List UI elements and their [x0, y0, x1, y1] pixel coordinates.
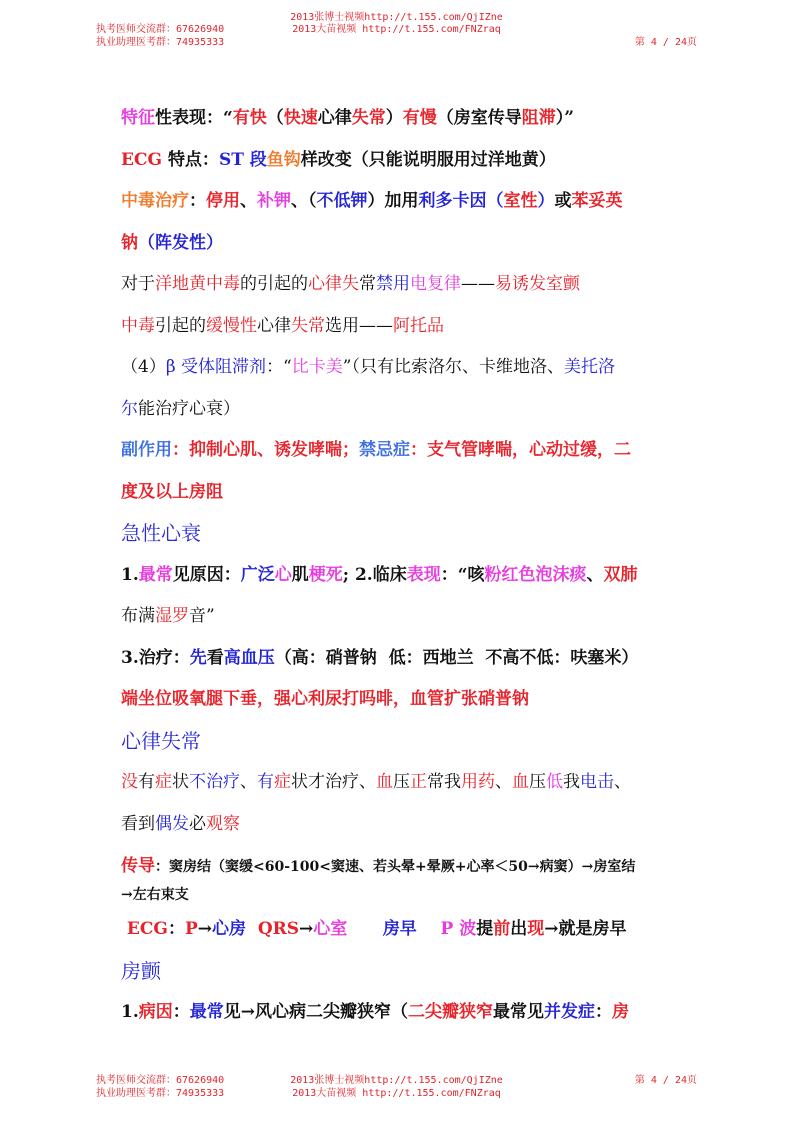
- text-segment: 副作用: [121, 440, 172, 460]
- text-segment: 有: [138, 772, 155, 792]
- text-segment: 最常见: [493, 1002, 544, 1022]
- text-line: [121, 596, 681, 638]
- text-segment: β 受体阻滞剂: [165, 357, 267, 377]
- section-heading-acute-heart-failure: 急性心衰: [121, 521, 201, 545]
- text-segment: 、（: [291, 191, 317, 211]
- text-segment: 尔: [121, 398, 138, 419]
- footer-video-link-1: 2013张博士视频http://t.155.com/QjIZne: [290, 1075, 503, 1086]
- text-segment: 症: [274, 772, 291, 792]
- text-segment: 易诱发室颤: [495, 274, 580, 294]
- text-line: [121, 389, 681, 431]
- text-segment: ST 段: [218, 149, 267, 170]
- text-line: [121, 264, 681, 306]
- text-segment: 看到: [121, 813, 155, 834]
- text-segment: 缓慢性: [206, 315, 257, 336]
- text-segment: 出: [510, 919, 528, 939]
- text-segment: 停用: [206, 191, 240, 211]
- text-segment: 偶发: [155, 813, 189, 834]
- text-segment: [417, 919, 441, 939]
- text-segment: P: [184, 919, 198, 939]
- text-segment: ）加用: [367, 191, 419, 211]
- text-segment: 1.: [121, 564, 139, 585]
- header-group-2: 执业助理医考群：74935333: [96, 37, 225, 48]
- text-segment: ”（只有比索洛尔、卡维地洛、: [342, 357, 564, 377]
- text-segment: 中毒: [121, 315, 155, 336]
- text-segment: 常我: [427, 772, 461, 792]
- text-segment: 3.治疗：: [121, 647, 190, 668]
- text-segment: （高：硝普钠 低：西地兰 不高不低：呋塞米）: [274, 647, 639, 668]
- text-line: [121, 555, 681, 597]
- text-segment: 、: [614, 772, 631, 792]
- text-segment: 正: [410, 772, 427, 792]
- arrhythmia-notes: [121, 762, 681, 845]
- text-segment: 有快: [232, 108, 267, 128]
- page-header: [0, 12, 793, 52]
- text-segment: ：: [595, 1002, 612, 1022]
- text-segment: 状才治疗、: [291, 772, 376, 792]
- text-segment: 、: [240, 772, 257, 792]
- text-segment: 压: [529, 772, 546, 792]
- text-segment: 或: [554, 191, 572, 211]
- text-line: [121, 638, 681, 680]
- text-segment: 心房: [211, 919, 246, 939]
- text-segment: 端坐位吸氧腿下垂，强心利尿打吗啡，血管扩张硝普钠: [121, 689, 529, 709]
- text-segment: 并发症: [544, 1002, 595, 1022]
- text-segment: 状: [172, 772, 189, 792]
- header-video-link-2: 2013大苗视频 http://t.155.com/FNZraq: [292, 24, 501, 35]
- text-segment: ：抑制心肌、诱发哮喘；: [172, 440, 359, 460]
- text-segment: 不低钾: [316, 191, 368, 211]
- text-segment: ECG: [121, 149, 168, 170]
- text-segment: 布满: [121, 606, 155, 626]
- text-segment: （: [266, 108, 284, 128]
- text-segment: （: [486, 191, 504, 211]
- text-segment: 阻滞: [521, 108, 556, 128]
- atrial-fibrillation-notes: [121, 992, 681, 1034]
- footer-group-1: 执考医师交流群：67626940: [96, 1075, 225, 1086]
- text-segment: 低: [546, 772, 563, 792]
- conduction-line-1: [121, 851, 681, 881]
- text-segment: （房室传导: [436, 108, 522, 128]
- text-segment: ：支气管哮喘，心动过缓，二: [410, 440, 631, 460]
- text-segment: 表现: [406, 564, 441, 585]
- text-segment: 、: [240, 191, 257, 211]
- text-line: [121, 804, 681, 846]
- acute-heart-failure-notes: [121, 555, 681, 721]
- conduction-label: 传导: [121, 856, 155, 876]
- text-segment: 必: [189, 813, 206, 834]
- text-segment: 的引起的: [240, 274, 308, 294]
- text-segment: （4）: [121, 357, 166, 377]
- text-segment: 病因: [138, 1002, 173, 1022]
- text-segment: 前: [493, 919, 511, 939]
- text-segment: 看: [206, 647, 224, 668]
- text-line: [121, 472, 681, 514]
- text-segment: 没: [121, 772, 138, 792]
- text-line: [121, 679, 681, 721]
- text-line: [121, 181, 681, 223]
- text-segment: 禁忌症: [359, 440, 410, 460]
- conduction-text: ：窦房结（窦缓<60-100<窦速、若头晕+晕厥+心率＜50→病窦）→房室结: [155, 859, 636, 875]
- text-segment: 美托洛: [563, 357, 615, 377]
- text-segment: ECG: [121, 919, 168, 939]
- text-segment: 禁用: [376, 274, 410, 294]
- text-segment: 快速: [283, 108, 318, 128]
- text-segment: 度及以上房阻: [121, 481, 223, 502]
- text-segment: 见原因：: [172, 564, 241, 585]
- text-segment: 失常: [351, 108, 386, 128]
- text-segment: QRS: [257, 919, 300, 939]
- text-line: [121, 762, 681, 804]
- text-segment: 1.: [121, 1002, 139, 1022]
- text-segment: 血: [512, 772, 529, 792]
- ecg-premature-atrial-line: [121, 909, 681, 951]
- text-segment: 特征: [121, 108, 155, 128]
- text-segment: [246, 919, 258, 939]
- text-segment: 苯妥英: [571, 191, 623, 211]
- text-segment: 广泛: [240, 564, 275, 585]
- conduction-line-2: →左右束支: [121, 887, 189, 903]
- text-segment: 有: [257, 772, 274, 792]
- text-segment: 利多卡因: [418, 191, 487, 211]
- header-video-link-1: 2013张博士视频http://t.155.com/QjIZne: [290, 12, 503, 23]
- text-segment: 洋地黄中毒: [155, 274, 240, 294]
- text-segment: 观察: [206, 813, 240, 834]
- text-segment: 有慢: [402, 108, 437, 128]
- text-segment: ——: [461, 274, 495, 294]
- text-segment: 症: [155, 772, 172, 792]
- text-segment: 中毒治疗: [121, 191, 189, 211]
- text-segment: [347, 919, 383, 939]
- text-segment: 鱼钩: [266, 149, 301, 170]
- text-segment: 室性: [503, 191, 538, 211]
- text-segment: 梗死: [308, 564, 343, 585]
- text-segment: 心: [274, 564, 292, 585]
- document-body: [121, 98, 681, 1034]
- footer-group-2: 执业助理医考群：74935333: [96, 1088, 225, 1099]
- text-segment: 钠: [121, 232, 138, 253]
- text-segment: 压: [393, 772, 410, 792]
- text-segment: 电复律: [410, 274, 461, 294]
- text-segment: 引起的: [155, 315, 206, 336]
- text-segment: 样改变（只能说明服用过洋地黄）: [300, 149, 556, 170]
- text-segment: 二尖瓣狭窄: [408, 1002, 493, 1022]
- text-line: [121, 98, 681, 140]
- text-segment: 比卡美: [291, 357, 343, 377]
- text-segment: 、: [586, 564, 604, 585]
- text-segment: 心室: [313, 919, 348, 939]
- text-segment: 双肺: [603, 564, 638, 585]
- text-segment: 我: [563, 772, 580, 792]
- text-segment: 最常: [138, 564, 173, 585]
- text-segment: 最常: [189, 1002, 224, 1022]
- text-line: [121, 140, 681, 182]
- text-line: [121, 992, 681, 1034]
- text-segment: 、: [495, 772, 512, 792]
- text-segment: 性表现：“: [155, 108, 233, 128]
- header-page-indicator: 第 4 / 24页: [634, 37, 697, 48]
- text-segment: 房早: [382, 919, 417, 939]
- text-segment: 不治疗: [189, 772, 240, 792]
- section-heading-atrial-fibrillation: 房颤: [121, 958, 161, 983]
- text-segment: ）”: [555, 108, 575, 128]
- text-segment: 高血压: [223, 647, 275, 668]
- digitalis-beta-blocker-notes: [121, 98, 681, 513]
- text-segment: 用药: [461, 772, 495, 792]
- text-segment: →就是房早: [544, 919, 627, 939]
- text-segment: 心律失: [308, 274, 359, 294]
- footer-page-indicator: 第 4 / 24页: [634, 1075, 697, 1086]
- text-segment: ：“咳: [440, 564, 485, 585]
- text-segment: ）: [385, 108, 403, 128]
- text-segment: 心律: [317, 108, 352, 128]
- text-segment: 房: [612, 1002, 629, 1022]
- text-segment: 现: [527, 919, 545, 939]
- text-segment: 先: [189, 647, 207, 668]
- text-segment: 失常: [291, 315, 325, 336]
- text-segment: 波: [459, 919, 477, 939]
- text-segment: →: [299, 919, 314, 939]
- text-segment: 音”: [189, 606, 215, 626]
- section-heading-arrhythmia: 心律失常: [121, 728, 201, 753]
- text-line: [121, 909, 681, 951]
- text-segment: 肌: [291, 564, 309, 585]
- text-segment: ：“: [266, 357, 292, 377]
- text-segment: 特点：: [167, 149, 219, 170]
- text-segment: 常: [359, 274, 376, 294]
- text-segment: ：: [172, 1002, 190, 1022]
- header-group-1: 执考医师交流群：67626940: [96, 24, 225, 35]
- text-line: [121, 430, 681, 472]
- text-segment: P: [440, 919, 460, 939]
- text-line: [121, 306, 681, 348]
- text-segment: →: [197, 919, 212, 939]
- text-segment: 阿托品: [393, 315, 444, 336]
- text-segment: 对于: [121, 274, 155, 294]
- text-segment: 见→风心病二尖瓣狭窄（: [223, 1002, 408, 1022]
- text-segment: 能治疗心衰）: [138, 398, 240, 419]
- text-segment: ：: [167, 919, 185, 939]
- text-segment: 血: [376, 772, 393, 792]
- text-segment: 湿罗: [155, 606, 189, 626]
- text-line: [121, 223, 681, 265]
- text-segment: 心律: [257, 315, 291, 336]
- text-line: [121, 347, 681, 389]
- text-segment: 电击: [580, 772, 614, 792]
- text-segment: 提: [476, 919, 494, 939]
- text-segment: 补钾: [257, 191, 291, 211]
- text-segment: ：: [189, 191, 206, 211]
- footer-video-link-2: 2013大苗视频 http://t.155.com/FNZraq: [292, 1088, 501, 1099]
- text-segment: ）: [537, 191, 555, 211]
- page-footer: [0, 1075, 793, 1105]
- text-segment: 粉红色泡沫痰: [484, 564, 587, 585]
- text-segment: 选用——: [325, 315, 393, 336]
- text-segment: （阵发性）: [138, 232, 223, 253]
- text-segment: ; 2.临床: [342, 564, 407, 585]
